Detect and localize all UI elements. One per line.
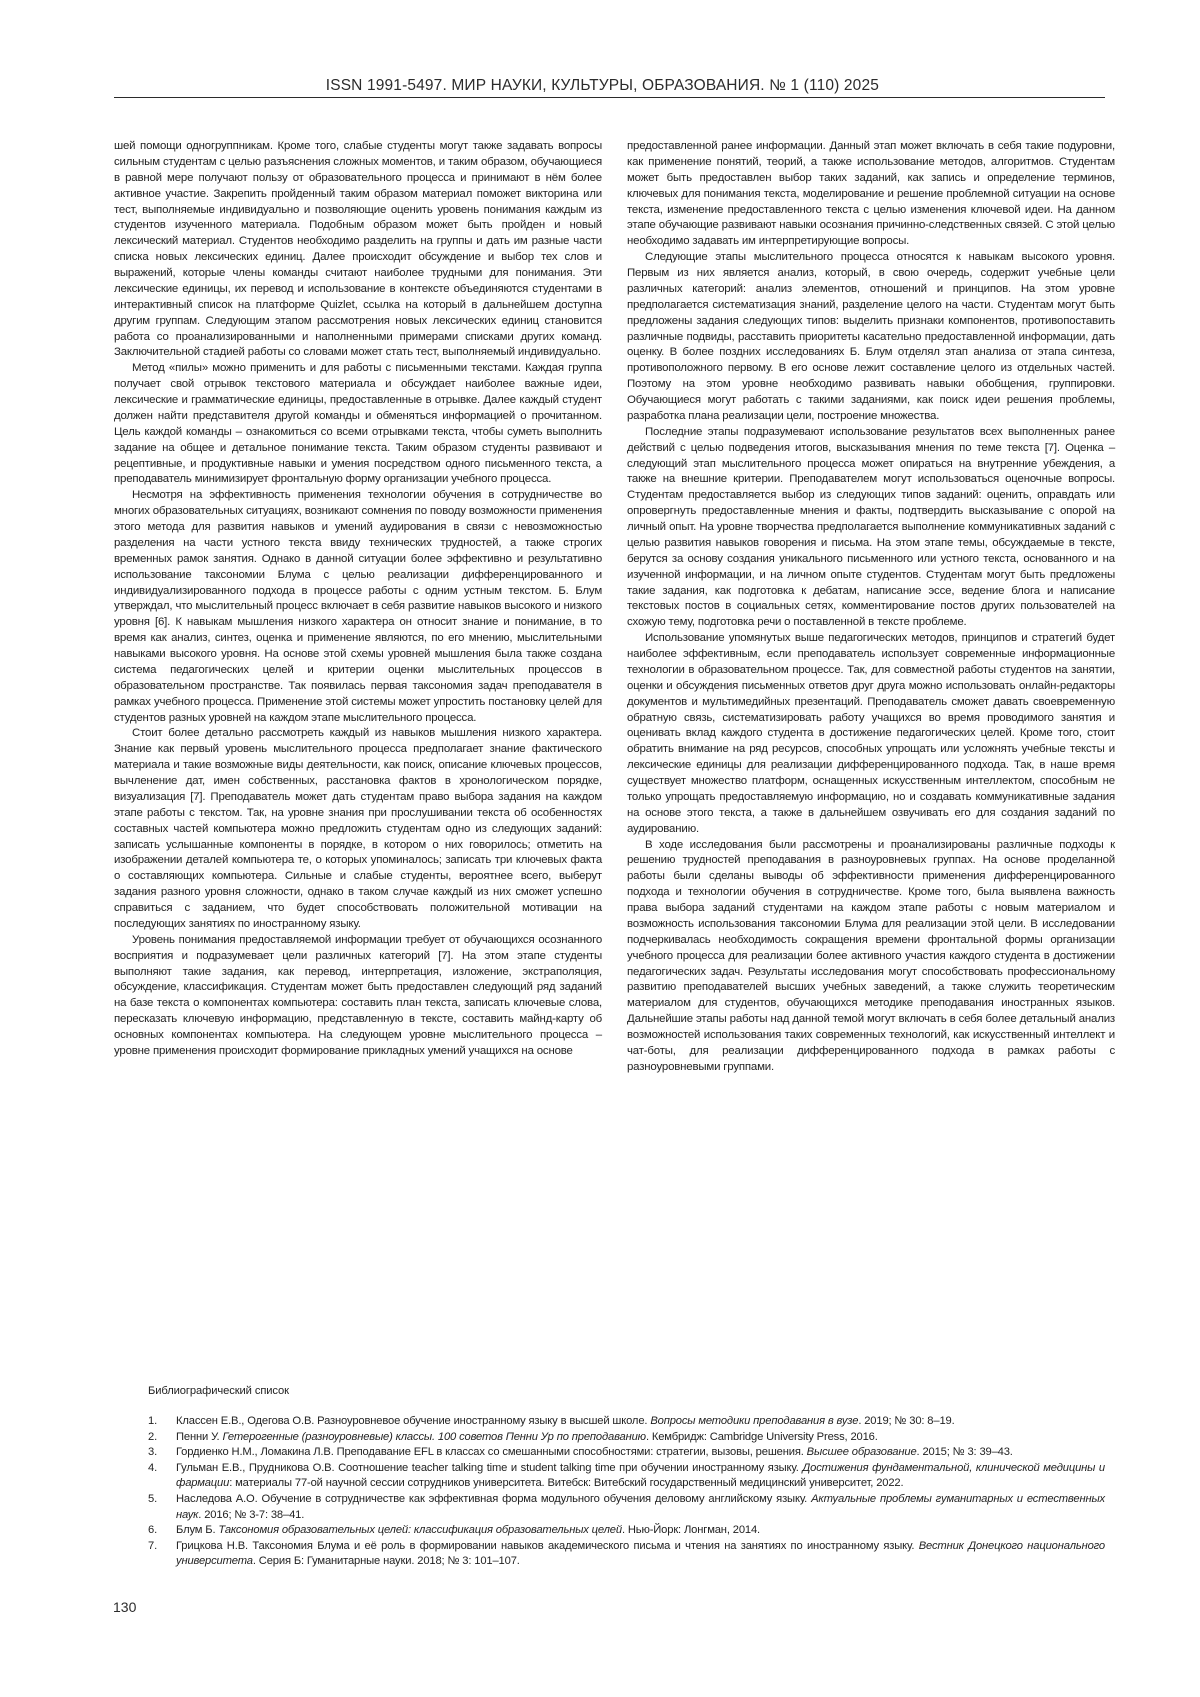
paragraph: шей помощи одногруппникам. Кроме того, слабые студенты могут также задавать вопросы сильным студентам с целью разъяснения сложных моментов, и таким образом, обучающиеся в равной мере получают пользу от образовательного процесса и принимают в нём более активное участие. Закрепить пройденный таким образом материал поможет викторина или тест, выполняемые индивидуально и позволяющие оценить уровень понимания каждым из студентов изученного материала. Подобным образом может быть пройден и новый лексический материал. Студентов необходимо разделить на группы и дать им разные части списка новых лексических единиц. Далее происходит обсуждение и выбор тех слов и выражений, которые члены команды считают наиболее трудными для понимания. Эти лексические единицы, их перевод и использование в контексте объединяются студентами в интерактивный список на платформе Quizlet, ссылка на который в дальнейшем доступна другим группам. Следующим этапом рассмотрения новых лексических единиц становится работа со проанализированными и наполненными примерами списками других команд. Заключительной стадией работы со словами может стать тест, выполняемый индивидуально.: [114, 139, 602, 361]
reference-item: [148, 1414, 1105, 1430]
reference-text: Блум Б.: [176, 1524, 218, 1536]
paragraph: Использование упомянутых выше педагогических методов, принципов и стратегий будет наиболее эффективным, если преподаватель использует современные информационные технологии в образовательном процессе. Так, для совместной работы студентов на занятии, оценки и обсуждения письменных ответов друг друга можно использовать онлайн-редакторы документов и мультимедийных презентаций. Преподаватель сможет давать своевременную обратную связь, систематизировать работу учащихся во время проводимого занятия и оценивать вклад каждого студента в достижение педагогических целей. Кроме того, стоит обратить внимание на ряд ресурсов, способных упрощать или усложнять учебные тексты и лексические единицы для реализации дифференцированного подхода. Так, в наше время существует множество платформ, оснащенных искусственным интеллектом, способным не только упрощать предоставляемую информацию, но и создавать коммуникативные задания на основе этого текста, а также в дальнейшем озвучивать его для создания заданий по аудированию.: [627, 631, 1115, 837]
reference-text: Пенни У.: [176, 1431, 222, 1443]
paragraph: В ходе исследования были рассмотрены и проанализированы различные подходы к решению трудностей преподавания в разноуровневых группах. На основе проделанной работы были сделаны выводы об эффективности применения дифференцированного подхода и технологии обучения в сотрудничестве. Кроме того, была выявлена важность права выбора заданий студентами на каждом этапе работы с новым материалом и возможность использования таксономии Блума для реализации этой цели. В исследовании подчеркивалась необходимость сокращения времени фронтальной формы организации учебного процесса для реализации более активного участия каждого студента в достижении педагогических задач. Результаты исследования могут способствовать профессиональному развитию преподавателей высших учебных заведений, а также служить теоретическим материалом для студентов, обучающихся методике преподавания иностранных языков. Дальнейшие этапы работы над данной темой могут включать в себя более детальный анализ возможностей использования таких современных технологий, как искусственный интеллект и чат-боты, для реализации дифференцированного подхода в рамках работы с разноуровневыми группами.: [627, 838, 1115, 1076]
reference-number: 3.: [148, 1445, 157, 1461]
reference-item: [148, 1492, 1105, 1523]
paragraph: Стоит более детально рассмотреть каждый из навыков мышления низкого характера. Знание как первый уровень мыслительного процесса предполагает знание фактического материала и такие возможные виды деятельности, как поиск, описание ключевых процессов, вычленение дат, имен собственных, расстановка фактов в хронологическом порядке, визуализация [7]. Преподаватель может дать студентам право выбора задания на каждом этапе работы с текстом. Так, на уровне знания при прослушивании текста об особенностях составных частей компьютера можно предложить студентам одно из следующих заданий: записать услышанные компоненты в порядке, в котором о них говорилось; отметить на изображении деталей компьютера те, о которых упоминалось; записать три ключевых факта о составляющих компьютера. Сильные и слабые студенты, вероятнее всего, выберут задания разного уровня сложности, однако в таком случае каждый из них сможет успешно справиться с заданием, что будет способствовать положительной мотивации на последующих занятиях по иностранному языку.: [114, 726, 602, 932]
right-column: [627, 139, 1115, 1076]
reference-text: Гордиенко Н.М., Ломакина Л.В. Преподавание EFL в классах со смешанными способностями: стратегии, вызовы, решения.: [176, 1446, 807, 1458]
reference-source: Высшее образование: [807, 1446, 917, 1458]
reference-details: . Нью-Йорк: Лонгман, 2014.: [622, 1524, 760, 1536]
reference-details: . 2015; № 3: 39–43.: [917, 1446, 1013, 1458]
page: [0, 0, 1200, 1697]
reference-source: Таксономия образовательных целей: классификация образовательных целей: [218, 1524, 622, 1536]
reference-text: Гульман Е.В., Прудникова О.В. Соотношение teacher talking time и student talking time при обучении иностранному языку.: [176, 1462, 802, 1474]
running-header: ISSN 1991-5497. МИР НАУКИ, КУЛЬТУРЫ, ОБРАЗОВАНИЯ. № 1 (110) 2025: [114, 77, 1105, 97]
reference-source: Достижения фундаментальной, клинической медицины и фармации: [176, 1462, 1105, 1490]
reference-number: 2.: [148, 1430, 157, 1446]
reference-details: : материалы 77-ой научной сессии сотрудников университета. Витебск: Витебский государственный медицинский университет, 2022.: [229, 1477, 903, 1489]
paragraph: Несмотря на эффективность применения технологии обучения в сотрудничестве во многих образовательных ситуациях, возникают сомнения по поводу возможности применения этого метода для развития навыков и умений аудирования в связи с невозможностью разделения на части устного текста ввиду технических трудностей, а также строгих временных рамок занятия. Однако в данной ситуации более эффективно и результативно использование таксономии Блума с целью реализации дифференцированного и индивидуализированного подхода в процессе работы с одним устным текстом. Б. Блум утверждал, что мыслительный процесс включает в себя развитие навыков высокого и низкого уровня [6]. К навыкам мышления низкого характера он относит знание и понимание, в то время как анализ, синтез, оценка и применение являются, по его мнению, мыслительными навыками высокого уровня. На основе этой схемы уровней мышления была также создана система педагогических целей и критерии оценки мыслительных процессов в образовательном пространстве. Так появилась первая таксономия задач преподавателя в рамках учебного процесса. Применение этой системы может упростить постановку целей для студентов разных уровней на каждом этапе мыслительного процесса.: [114, 488, 602, 726]
reference-item: [148, 1539, 1105, 1570]
reference-number: 7.: [148, 1539, 157, 1555]
left-column: [114, 139, 602, 1060]
reference-details: . Кембридж: Cambridge University Press, 2016.: [646, 1431, 878, 1443]
reference-details: . 2019; № 30: 8–19.: [858, 1415, 954, 1427]
references-list: [148, 1414, 1105, 1570]
reference-item: [148, 1430, 1105, 1446]
reference-source: Вестник Донецкого национального университета: [176, 1540, 1105, 1568]
references-title: Библиографический список: [148, 1385, 289, 1397]
reference-source: Вопросы методики преподавания в вузе: [650, 1415, 858, 1427]
reference-source: Гетерогенные (разноуровневые) классы. 100 советов Пенни Ур по преподаванию: [222, 1431, 645, 1443]
reference-item: [148, 1461, 1105, 1492]
reference-source: Актуальные проблемы гуманитарных и естественных наук: [176, 1493, 1105, 1521]
reference-text: Грицкова Н.В. Таксономия Блума и её роль в формировании навыков академического письма и чтения на занятиях по иностранному языку.: [176, 1540, 919, 1552]
reference-number: 1.: [148, 1414, 157, 1430]
reference-details: . Серия Б: Гуманитарные науки. 2018; № 3: 101–107.: [253, 1555, 520, 1567]
reference-number: 4.: [148, 1461, 157, 1477]
reference-text: Наследова А.О. Обучение в сотрудничестве как эффективная форма модульного обучения деловому английскому языку.: [176, 1493, 811, 1505]
paragraph: Следующие этапы мыслительного процесса относятся к навыкам высокого уровня. Первым из них является анализ, который, в свою очередь, содержит учебные цели различных категорий: анализ элементов, отношений и принципов. На этом уровне предполагается систематизация знаний, разделение целого на части. Студентам могут быть предложены задания следующих типов: выделить признаки компонентов, противопоставить различные подвиды, расставить приоритеты касательно предоставленной информации, дать оценку. В более поздних исследованиях Б. Блум отделял этап анализа от этапа синтеза, противоположного первому. В его основе лежит составление целого из отдельных частей. Поэтому на этом уровне необходимо развивать навыки обобщения, группировки. Обучающиеся могут работать с такими заданиями, как поиск идеи решения проблемы, разработка плана реализации цели, построение множества.: [627, 250, 1115, 425]
reference-text: Классен Е.В., Одегова О.В. Разноуровневое обучение иностранному языку в высшей школе.: [176, 1415, 650, 1427]
paragraph: Последние этапы подразумевают использование результатов всех выполненных ранее действий с целью подведения итогов, высказывания мнения по теме текста [7]. Оценка – следующий этап мыслительного процесса может опираться на внутренние убеждения, а также на внешние критерии. Преподавателем могут использоваться оценочные вопросы. Студентам предоставляется выбор из следующих типов заданий: оценить, оправдать или опровергнуть предоставленные мнения и факты, подтвердить высказывание с опорой на личный опыт. На уровне творчества предполагается выполнение коммуникативных заданий с целью развития навыков говорения и письма. На этом этапе темы, обсуждаемые в тексте, берутся за основу создания уникального письменного или устного текста, основанного и на изученной информации, и на личном опыте студентов. Студентам могут быть предложены такие задания, как подготовка к дебатам, написание эссе, ведение блога и написание текстовых постов в социальных сетях, комментирование постов других пользователей на схожую тему, подготовка речи о поставленной в тексте проблеме.: [627, 425, 1115, 631]
reference-number: 6.: [148, 1523, 157, 1539]
paragraph: Уровень понимания предоставляемой информации требует от обучающихся осознанного восприятия и подразумевает цели различных категорий [7]. На этом этапе студенты выполняют такие задания, как перевод, интерпретация, изложение, экстраполяция, обсуждение, классификация. Студентам может быть предоставлен следующий ряд заданий на базе текста о компонентах компьютера: составить план текста, записать ключевые слова, пересказать ключевую информацию, представленную в тексте, составить майнд-карту об основных компонентах компьютера. На следующем уровне мыслительного процесса – уровне применения происходит формирование прикладных умений учащихся на основе: [114, 933, 602, 1060]
reference-number: 5.: [148, 1492, 157, 1508]
paragraph: предоставленной ранее информации. Данный этап может включать в себя такие подуровни, как применение понятий, теорий, а также использование методов, алгоритмов. Студентам может быть предоставлен выбор таких заданий, как запись и определение терминов, ключевых для понимания текста, моделирование и решение проблемной ситуации на основе текста, изменение предоставленного текста с целью изменения ключевой идеи. На данном этапе обучающие развивают навыки осознания причинно-следственных связей. С этой целью необходимо задавать им интерпретирующие вопросы.: [627, 139, 1115, 250]
page-number: 130: [113, 1599, 136, 1615]
header-rule: [114, 97, 1105, 98]
reference-item: [148, 1445, 1105, 1461]
reference-item: [148, 1523, 1105, 1539]
reference-details: . 2016; № 3-7: 38–41.: [198, 1509, 304, 1521]
paragraph: Метод «пилы» можно применить и для работы с письменными текстами. Каждая группа получает свой отрывок текстового материала и обсуждает наиболее важные идеи, лексические и грамматические единицы, предоставленные в отрывке. Далее каждый студент должен найти представителя другой команды и обменяться информацией о прочитанном. Цель каждой команды – ознакомиться со всеми отрывками текста, чтобы суметь выполнить задание на общее и детальное понимание текста. Таким образом студенты развивают и рецептивные, и продуктивные навыки и умения посредством одного письменного текста, а преподаватель минимизирует фронтальную форму организации учебного процесса.: [114, 361, 602, 488]
